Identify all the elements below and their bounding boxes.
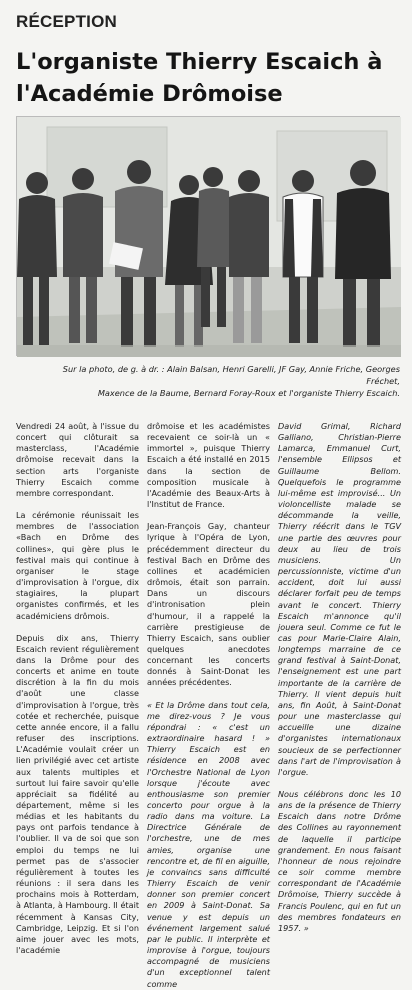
paragraph: Depuis dix ans, Thierry Escaich revient régulièrement dans la Drôme pour des concerts et anime en toute discrétion à la fin du mois d'août une classe d'improvisation à l'orgue, très cotée et recherchée, puisque cette année encore, il a fallu refuser des inscriptions. L'Académie voulait créer un lien privilégié avec cet artiste aux talents multiples et surtout lui faire savoir qu'elle appréciait sa fidélité au département, même si les médias et les habitants du pays ont parfois tendance à l'oublier. Il va de soi que son emploi du temps ne lui permet pas de s'associer régulièrement à toutes les réunions : il sera dans les prochains mois à Rotterdam, à Atlanta, à Hambourg. Il était récemment à Kansas City, Cambridge, Leipzig. Et si l'on aime jouer avec les mots, l'académie (16, 632, 139, 956)
article-column-2 (147, 421, 270, 989)
article-column-1 (16, 421, 139, 956)
paragraph: La cérémonie réunissait les membres de l'association «Bach en Drôme des collines», qui gère plus le festival mais qui continue à organiser le stage d'improvisation à l'orgue, dix stagiaires, la plupart organistes confirmés, et les académiciens drômois. (16, 510, 139, 621)
group-photo-illustration (17, 117, 401, 357)
paragraph: Vendredi 24 août, à l'issue du concert qui clôturait sa masterclass, l'Académie drômoise recevait dans la section arts l'organiste Thierry Escaich comme membre correspondant. (16, 421, 139, 498)
paragraph: Jean-François Gay, chanteur lyrique à l'Opéra de Lyon, précédemment directeur du festival Bach en Drôme des collines et académicien drômois, était son parrain. Dans un discours d'intronisation plein d'humour, il a rappelé la carrière prestigieuse de Thierry Escaich, sans oublier quelques anecdotes concernant les concerts donnés à Saint-Donat les années précédentes. (147, 521, 270, 688)
article-column-3 (278, 421, 401, 933)
group-photo (16, 116, 400, 356)
caption-line-1: Sur la photo, de g. à dr. : Alain Balsan, Henri Garelli, JF Gay, Annie Friche, Georges Fréchet, (62, 364, 400, 386)
quote-paragraph: David Grimal, Richard Galliano, Christian-Pierre Lamarca, Emmanuel Curt, l'ensemble Ellipsos et Guillaume Bellom. Quelquefois le programme lui-même est improvisé... Un violoncelliste malade se décommande la veille, Thierry réécrit dans le TGV une partie des œuvres pour deux au lieu de trois musiciens. Un percussionniste, victime d'un accident, doit lui aussi déclarer forfait peu de temps avant le concert. Thierry Escaich m'annonce qu'il jouera seul. Comme ce fut le cas pour Marie-Claire Alain, longtemps marraine de ce grand festival à Saint-Donat, l'enseignement est une part importante de la carrière de Thierry. Il vient depuis huit ans, fin Août, à Saint-Donat pour une masterclasse qui accueille une dizaine d'organistes internationaux soucieux de se perfectionner dans l'art de l'improvisation à l'orgue. (278, 421, 401, 777)
caption-line-2: Maxence de la Baume, Bernard Foray-Roux et l'organiste Thierry Escaich. (97, 388, 400, 398)
paragraph: drômoise et les académistes recevaient ce soir-là un « immortel », puisque Thierry Escaich a été installé en 2015 dans la section de composition musicale à l'Académie des Beaux-Arts à l'Institut de France. (147, 421, 270, 510)
photo-caption (60, 363, 400, 399)
quote-paragraph: « Et la Drôme dans tout cela, me direz-vous ? Je vous répondrai : « c'est un extraordinaire hasard ! » Thierry Escaich est en résidence en 2008 avec l'Orchestre National de Lyon lorsque j'écoute avec enthousiasme son premier concerto pour orgue à la radio dans ma voiture. La Directrice Générale de l'orchestre, une de mes amies, organise une rencontre et, de fil en aiguille, je convaincs sans difficulté Thierry Escaich de venir donner son premier concert en 2009 à Saint-Donat. Sa venue y est depuis un événement largement salué par le public. Il interprète et improvise à l'orgue, toujours accompagné de musiciens d'un exceptionnel talent comme (147, 699, 270, 989)
article-body (16, 421, 402, 989)
section-label: RÉCEPTION (16, 12, 117, 31)
article-headline: L'organiste Thierry Escaich à l'Académie Drômoise (16, 49, 383, 107)
quote-paragraph: Nous célébrons donc les 10 ans de la présence de Thierry Escaich dans notre Drôme des Collines au rayonnement de laquelle il participe grandement. En nous faisant l'honneur de nous rejoindre ce soir comme membre correspondant de l'Académie Drômoise, Thierry succède à Francis Poulenc, qui en fut un des membres fondateurs en 1957. » (278, 789, 401, 933)
